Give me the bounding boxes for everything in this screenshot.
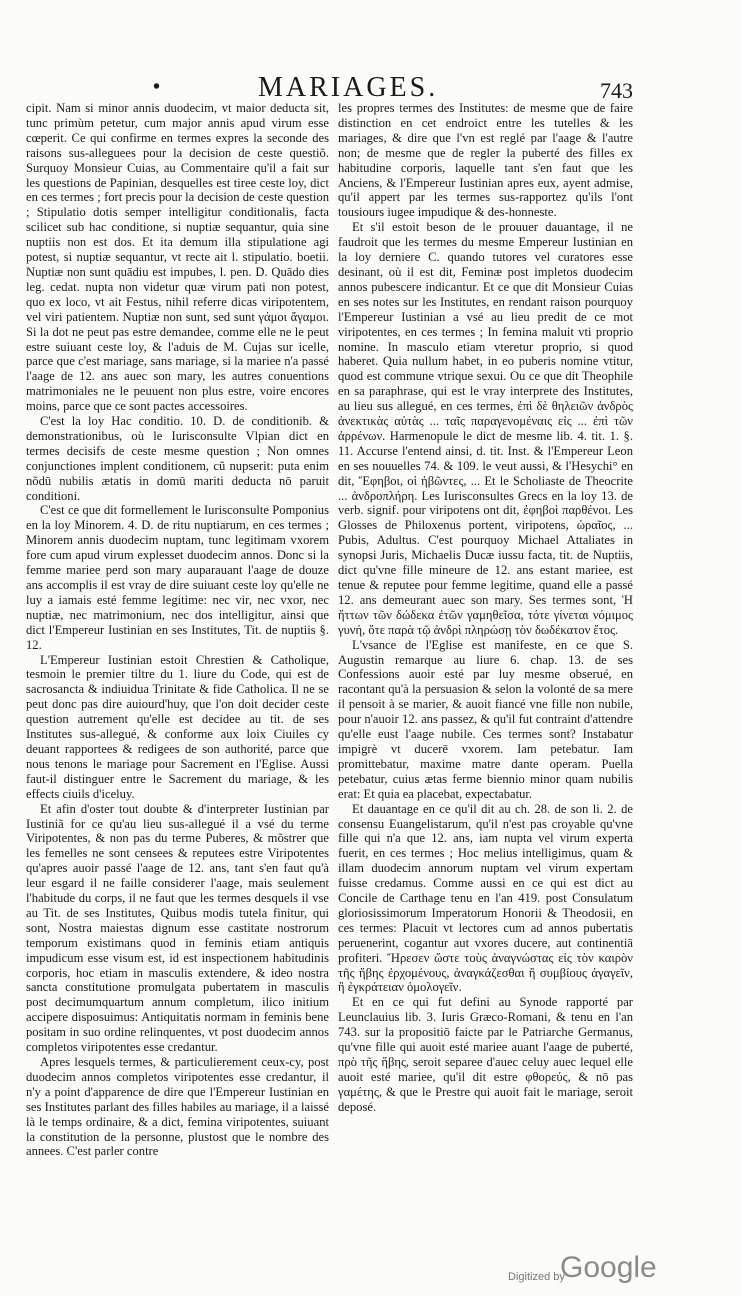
left-column — [26, 101, 329, 1181]
running-header — [0, 72, 741, 102]
paragraph: C'est ce que dit formellement le Iurisconsulte Pomponius en la loy Minorem. 4. D. de ritu nuptiarum, en ces termes ; Minorem annis duodecim nuptam, tunc legitimam vxorem fore cum apud virum explesset duodecim annos. Donc si la femme mariee perd son mary auparauant l'aage de douze ans accomplis il est vray de dire suiuant ceste loy qu'elle ne luy a iamais esté femme legitime: nec vir, nec vxor, nec nuptiæ, nec matrimonium, nec dos intelligitur, ainsi que dict l'Empereur Iustinian en ses Institutes, Tit. de nuptiis §. 12. — [26, 503, 329, 652]
page-number: 743 — [600, 78, 633, 103]
paragraph: L'Empereur Iustinian estoit Chrestien & Catholique, tesmoin le premier tiltre du 1. liure du Code, qui est de sacrosancta & indiuidua Trinitate & fide Catholica. Il ne se peut donc pas dire auiourd'huy, que l'on doit decider ceste question autrement qu'elle est decidee au tit. de ses Institutes sus-allegué, & conforme aux loix Ciuiles cy deuant rapportees & redigees de son authorité, parce que nous tenons le mariage pour Sacrement en l'Eglise. Aussi faut-il distinguer entre le Sacrement du mariage, & les effects ciuils d'iceluy. — [26, 652, 329, 801]
paragraph: C'est la loy Hac conditio. 10. D. de conditionib. & demonstrationibus, où le Iurisconsulte Vlpian dict en termes decisifs de ceste mesme question ; Non omnes conjunctiones implent conditionem, cũ nupserit: puta enim nõdū nubilis ætatis in domū mariti deducta nō paruit conditioni. — [26, 414, 329, 503]
digitized-by-label: Digitized by — [508, 1271, 565, 1283]
digitization-watermark — [508, 1249, 728, 1289]
google-logo: Google — [560, 1251, 657, 1284]
paragraph: Et afin d'oster tout doubte & d'interpreter Iustinian par Iustiniã for ce qu'au lieu sus-allegué il a vsé du terme Viripotentes, & non pas du terme Puberes, & mõstrer que les femelles ne sont censees & reputees estre Viripotentes qu'apres auoir passé l'aage de 12. ans, tant s'en faut qu'à leur esgard il ne faille considerer l'aage, mais seulement l'habitude du corps, il ne faut que les termes desquels il vse au Tit. de ses Institutes, Quibus modis tutela finitur, qui sont, Nostra maiestas dignum esse castitate nostrorum temporum existimans quod in feminis etiam antiquis impudicum esse visum est, id est inspectionem habitudinis corporis, hoc etiam in masculis extendere, & ideo nostra sancta constitutione promulgata pubertatem in masculis post decimumquartum annum completum, ilico initium accipere disposuimus: Antiquitatis normam in feminis bene positam in suo ordine relinquentes, vt post duodecim annos completos viripotentes esse credantur. — [26, 801, 329, 1055]
paragraph: L'vsance de l'Eglise est manifeste, en ce que S. Augustin remarque au liure 6. chap. 13. de ses Confessions auoir esté par luy mesme obserué, en racontant qu'à la persuasion & selon la volonté de sa mere il pensoit à se marier, & auoit fiancé vne fille non nubile, pour n'auoir 12. ans passez, & qu'il fut contraint d'attendre qu'elle eust l'aage nubile. Ces termes sont? Instabatur impigrè vt ducerē vxorem. Iam petebatur. Iam promittebatur, maxime matre dante operam. Puella petebatur, cuius ætas ferme biennio minor quam nubilis erat: Et quia ea placebat, expectabatur. — [338, 637, 633, 801]
header-ornament: • — [153, 76, 161, 98]
paragraph: Et dauantage en ce qu'il dit au ch. 28. de son li. 2. de consensu Euangelistarum, qu'il n'est pas croyable qu'vne fille qui n'a que 12. ans, iam nupta vel virum experta fuerit, en ces termes ; Hoc melius intelligimus, quam & illam duodecim annorum nuptam vel virum expertam fuisse credamus. Comme aussi en ce qui est dict au Concile de Carthage tenu en l'an 419. post Consulatum gloriosissimorum Imperatorum Honorii & Theodosii, en ces termes: Placuit vt lectores cum ad annos pubertatis peruenerint, cogantur aut vxores ducere, aut continentiā profiteri. Ἤρεσεν ὥστε τοὺς ἀναγνώστας εἰς τὸν καιρὸν τῆς ἥβης ἐρχομένους, ἀναγκάζεσθαι ἢ συμβίους ἀγαγεῖν, ἢ ἐγκράτειαν ὁμολογεῖν. — [338, 801, 633, 995]
paragraph: Et s'il estoit beson de le prouuer dauantage, il ne faudroit que les termes du mesme Empereur Iustinian en la loy derniere C. quando tutores vel curatores esse desinant, où il est dit, Feminæ post impletos duodecim annos pubescere indicantur. Et ce que dit Monsieur Cuias en ses notes sur les Institutes, en rendant raison pourquoy l'Empereur Iustinian a vsé au lieu predit de ce mot viripotentes, en ces termes ; In femina maluit vti proprio nomine. In masculo etiam vteretur proprio, si quod haberet. Quia nullum habet, in eo puberis nomine vtitur, quod est commune vtrique sexui. Ou ce que dit Theophile en sa paraphrase, qui est le vray interprete des Institutes, au lieu sus allegué, en ces termes, ἐπὶ δὲ θηλειῶν ἀνδρὸς ἀνεκτικὰς αὐτὰς ... ταῖς παραγενομέναις εἰς ... ἐπὶ τῶν ἀρρένων. Harmenopule le dict de mesme lib. 4. tit. 1. §. 11. Accurse l'entend ainsi, d. tit. Inst. & l'Empereur Leon en ses nouuelles 74. & 109. le veut aussi, & l'Hesychi° en dit, Ἔφηβοι, οἱ ἡβῶντες, ... Et le Scholiaste de Theocrite ... ἀνδροπλήρη. Les Iurisconsultes Grecs en la loy 13. de verb. signif. pour viripotens ont dit, ἐφηβοὶ παρθένοι. Les Glosses de Philoxenus portent, viripotens, ὡραῖος, ... Pubis, Adultus. C'est pourquoy Michael Attaliates in synopsi Juris, Michaelis Ducæ iussu facta, tit. de Nuptiis, dict qu'vne fille mineure de 12. ans estant mariee, est tenue & reputee pour femme legitime, quand elle a passé 12. ans demeurant auec son mary. Ses termes sont, Ἡ ἥττων τῶν δώδεκα ἐτῶν γαμηθεῖσα, τότε γίνεται νόμιμος γυνή, ὅτε παρὰ τῷ ἀνδρὶ πληρώσῃ τὸν δωδέκατον ἔτος. — [338, 220, 633, 637]
paragraph: Apres lesquels termes, & particulierement ceux-cy, post duodecim annos completos viripotentes esse credantur, il n'y a point d'apparence de dire que l'Empereur Iustinian en ses Institutes parlant des filles habiles au mariage, il a laissé là le temps ordinaire, & a dict, femina viripotentes, suiuant la constitution de la personne, plustost que le nombre des annees. C'est parler contre — [26, 1055, 329, 1159]
paragraph: Et en ce qui fut defini au Synode rapporté par Leunclauius lib. 3. Iuris Græco-Romani, & tenu en l'an 743. sur la propositiō faicte par le Patriarche Germanus, qu'vne fille qui auoit esté mariee auant l'aage de puberté, πρὸ τῆς ἥβης, seroit separee d'auec celuy auec lequel elle auoit esté mariee, qu'il dit estre φθορεύς, & nō pas γαμέτης, & que le Prestre qui auoit fait le mariage, seroit deposé. — [338, 995, 633, 1114]
paragraph: les propres termes des Institutes: de mesme que de faire distinction en cet endroict entre les tutelles & les mariages, & dire que l'vn est reglé par l'aage & l'autre non; de mesme que de regler la puberté des filles ex habitudine corporis, laquelle tant s'en faut que les Anciens, & l'Empereur Iustinian apres eux, ayent admise, qu'il appert par les termes sus-rapportez qu'ils l'ont tousiours iugee impudique & des-honneste. — [338, 101, 633, 220]
right-column — [338, 101, 633, 1181]
paragraph: cipit. Nam si minor annis duodecim, vt maior deducta sit, tunc primùm petetur, cum major annis apud virum esse cœperit. Ce qui confirme en termes expres la seconde des raisons sus-alleguees pour la decision de ceste questiõ. Surquoy Monsieur Cuias, au Commentaire qu'il a fait sur les questions de Papinian, desquelles est tiree ceste loy, dict en ces termes ; fort precis pour la decision de ceste question ; Stipulatio dotis semper intelligitur conditionalis, facta scilicet sub hac conditione, si nuptiæ sequantur, quia sine nuptiis non est dos. Et ita demum illa stipulatione agi potest, si nuptiæ sequantur, vt recte ait l. stipulatio. boetii. Nuptiæ non sunt quādiu est impubes, l. pen. D. Quādo dies leg. cedat. nupta non videtur quæ virum pati non potest, quo ex loco, vt ait Festus, nihil referre dicas viripotentem, vel viri patientem. Nuptiæ non sunt, sed sunt γάμοι ἄγαμοι. Si la dot ne peut pas estre demandee, comme elle ne le peut estre suiuant ceste loy, & l'aduis de M. Cujas sur icelle, parce que c'est mariage, sans mariage, si la mariee n'a passé l'aage de 12. ans auec son mary, les autres conuentions matrimoniales ne le peuuent non plus estre, voire encores moins, parce que ce sont pactes accessoires. — [26, 101, 329, 414]
page-title: MARIAGES. — [258, 72, 439, 103]
